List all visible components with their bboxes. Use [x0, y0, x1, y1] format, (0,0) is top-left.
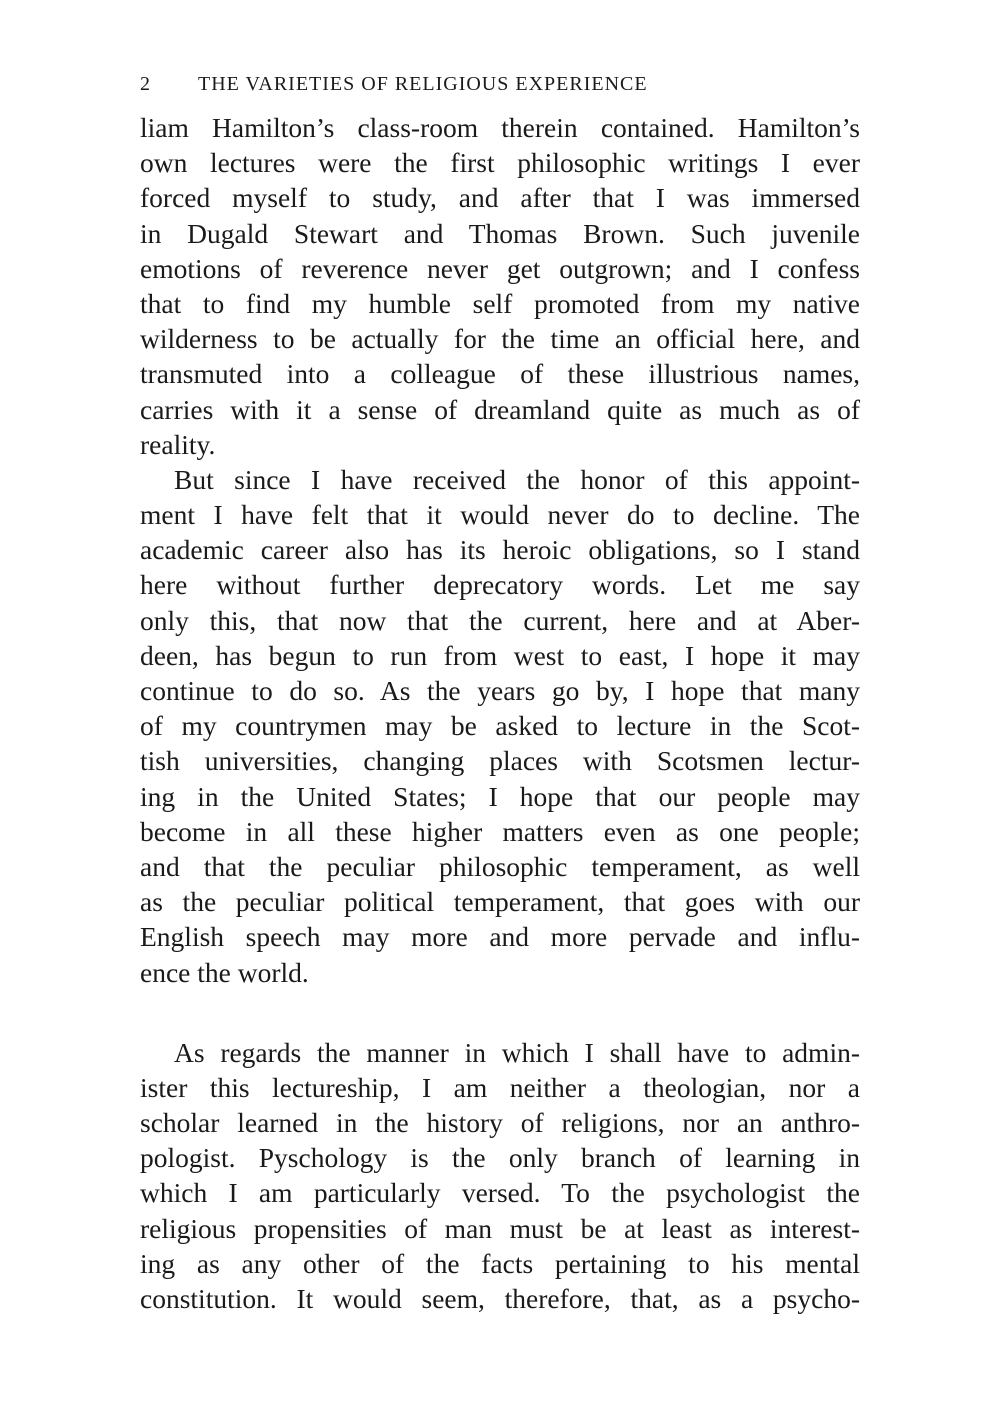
text-line: wilderness to be actually for the time an official here, and — [140, 323, 860, 355]
running-title: THE VARIETIES OF RELIGIOUS EXPERIENCE — [198, 73, 648, 95]
paragraph — [140, 462, 860, 990]
text-line: ister this lectureship, I am neither a theologian, nor a — [140, 1071, 860, 1103]
text-line: emotions of reverence never get outgrown; and I confess — [140, 252, 860, 284]
running-header — [140, 66, 880, 102]
text-line: in Dugald Stewart and Thomas Brown. Such juvenile — [140, 217, 860, 249]
text-line: forced myself to study, and after that I was immersed — [140, 182, 860, 214]
text-line: scholar learned in the history of religions, nor an anthro- — [140, 1107, 860, 1139]
page-number: 2 — [140, 73, 151, 95]
text-line: religious propensities of man must be at least as interest- — [140, 1212, 860, 1244]
text-line: But since I have received the honor of this appoint- — [174, 463, 860, 495]
text-line: as the peculiar political temperament, that goes with our — [140, 886, 860, 918]
text-line: ing as any other of the facts pertaining to his mental — [140, 1247, 860, 1279]
text-line: here without further deprecatory words. Let me say — [140, 569, 860, 601]
text-line: liam Hamilton’s class-room therein contained. Hamilton’s — [140, 112, 860, 143]
text-line: English speech may more and more pervade and influ- — [140, 921, 860, 953]
text-line: that to find my humble self promoted from my native — [140, 287, 860, 319]
text-line: deen, has begun to run from west to east, I hope it may — [140, 639, 860, 671]
text-line: become in all these higher matters even as one people; — [140, 815, 860, 847]
body-text — [140, 110, 860, 1316]
text-line: As regards the manner in which I shall have to admin- — [174, 1036, 860, 1068]
text-line: ment I have felt that it would never do to decline. The — [140, 499, 860, 531]
text-line: which I am particularly versed. To the psychologist the — [140, 1177, 860, 1209]
text-line: carries with it a sense of dreamland quite as much as of — [140, 393, 860, 425]
text-line: reality. — [140, 428, 216, 460]
text-line: of my countrymen may be asked to lecture in the Scot- — [140, 710, 860, 742]
text-line: tish universities, changing places with Scotsmen lectur- — [140, 745, 860, 777]
text-line: academic career also has its heroic obligations, so I stand — [140, 534, 860, 566]
text-line: pologist. Pyschology is the only branch of learning in — [140, 1142, 860, 1174]
paragraph-continuation — [140, 110, 860, 462]
text-line: continue to do so. As the years go by, I hope that many — [140, 675, 860, 706]
text-line: own lectures were the first philosophic writings I ever — [140, 147, 860, 179]
text-line: and that the peculiar philosophic temperament, as well — [140, 850, 860, 882]
section-gap — [140, 990, 860, 1035]
text-line: constitution. It would seem, therefore, that, as a psycho- — [140, 1283, 860, 1314]
text-line: transmuted into a colleague of these illustrious names, — [140, 358, 860, 390]
paragraph — [140, 1035, 860, 1317]
text-line: ing in the United States; I hope that our people may — [140, 780, 860, 812]
text-line: ence the world. — [140, 956, 309, 988]
text-line: only this, that now that the current, here and at Aber- — [140, 604, 860, 636]
